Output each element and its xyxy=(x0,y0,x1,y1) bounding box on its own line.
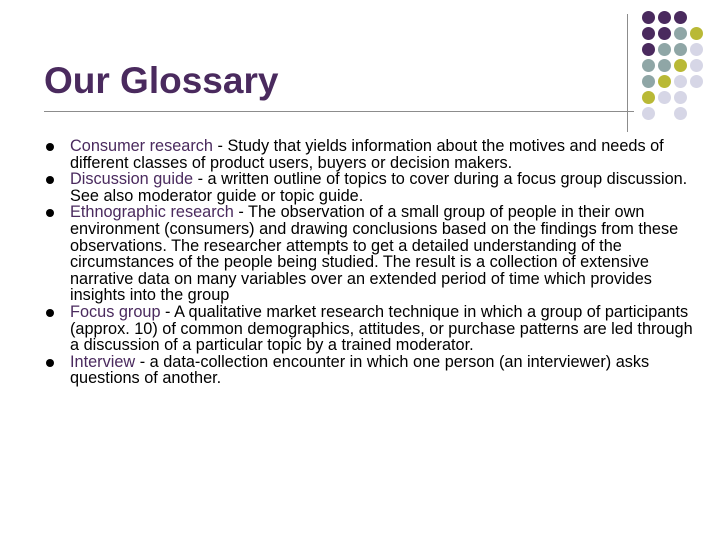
decorative-dot xyxy=(642,59,655,72)
glossary-term: Interview xyxy=(70,352,140,371)
title-underline xyxy=(44,111,634,112)
glossary-item-ethnographic-research xyxy=(46,204,696,304)
bullet-icon xyxy=(46,176,54,184)
decorative-dot xyxy=(658,91,671,104)
decorative-dot xyxy=(642,91,655,104)
glossary-list xyxy=(46,138,696,387)
decorative-dot xyxy=(674,11,687,24)
glossary-term: Discussion guide xyxy=(70,170,198,189)
decorative-dot xyxy=(642,107,655,120)
decorative-dot xyxy=(690,43,703,56)
bullet-icon xyxy=(46,143,54,151)
decorative-dot xyxy=(642,27,655,40)
decorative-dot xyxy=(690,27,703,40)
glossary-item-consumer-research xyxy=(46,138,696,171)
decorative-dot xyxy=(674,107,687,120)
slide-title: Our Glossary xyxy=(44,60,279,101)
decorative-dot xyxy=(674,91,687,104)
glossary-definition: - A qualitative market research technique in which a group of participants (approx. 10) of common demographics, attitudes, or purchase patterns are led through a discussion of a particular topic by a trained moderator. xyxy=(70,302,693,355)
glossary-term: Ethnographic research xyxy=(70,203,239,222)
glossary-definition: - a written outline of topics to cover during a focus group discussion. See also moderator guide or topic guide. xyxy=(70,170,688,205)
decorative-dot xyxy=(674,75,687,88)
bullet-icon xyxy=(46,209,54,217)
decorative-dot xyxy=(642,11,655,24)
decorative-dot xyxy=(690,59,703,72)
glossary-definition: - The observation of a small group of people in their own environment (consumers) and drawing conclusions based on the findings from these observations. The researcher attempts to get a detailed understanding of the circumstances of the people being studied. The result is a collection of extensive narrative data on many variables over an extended period of time which provides insights into the group xyxy=(70,203,679,305)
glossary-term: Consumer research xyxy=(70,137,218,155)
decorative-dot xyxy=(642,43,655,56)
bullet-icon xyxy=(46,359,54,367)
glossary-definition: - Study that yields information about the motives and needs of different classes of product users, buyers or decision makers. xyxy=(70,137,664,172)
decorative-dot xyxy=(658,75,671,88)
decorative-dot xyxy=(674,43,687,56)
decorative-dot xyxy=(658,11,671,24)
decorative-dot xyxy=(674,59,687,72)
glossary-item-discussion-guide xyxy=(46,171,696,204)
glossary-item-interview xyxy=(46,354,696,387)
glossary-term: Focus group xyxy=(70,302,166,321)
vertical-divider xyxy=(627,14,628,132)
decorative-dot xyxy=(658,59,671,72)
glossary-item-focus-group xyxy=(46,304,696,354)
decorative-dot xyxy=(642,75,655,88)
decorative-dot xyxy=(674,27,687,40)
decorative-dot xyxy=(658,43,671,56)
decorative-dot xyxy=(690,75,703,88)
glossary-definition: - a data-collection encounter in which one person (an interviewer) asks questions of another. xyxy=(70,352,650,388)
decorative-dot xyxy=(658,27,671,40)
bullet-icon xyxy=(46,309,54,317)
